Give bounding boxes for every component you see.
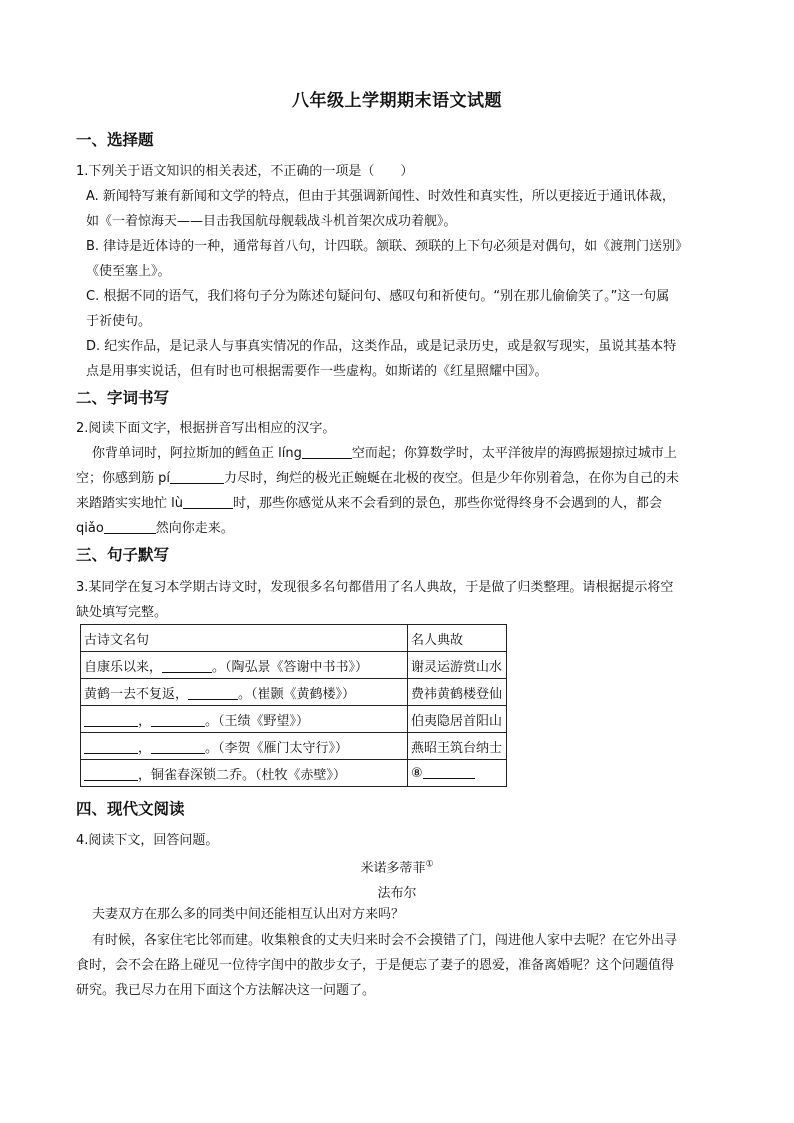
passage-line-2 (76, 471, 679, 487)
passage-text: 力尽时，绚烂的极光正蜿蜒在北极的夜空。但是少年你别着急，在你为自己的未 (224, 471, 680, 486)
passage-text: 空而起；你算数学时，太平洋彼岸的海鸥振翅掠过城市上 (351, 446, 677, 461)
question-2-stem: 2.阅读下面文字，根据拼音写出相应的汉字。 (76, 421, 336, 436)
passage-text: 你背单词时，阿拉斯加的鳕鱼正 líng (92, 446, 302, 461)
passage-text: 时，那些你感觉从来不会看到的景色，那些你觉得终身不会遇到的人，都会 (232, 496, 662, 511)
poem-line-cell (81, 760, 408, 787)
table-row (81, 706, 507, 733)
answer-blank[interactable] (183, 496, 233, 509)
answer-blank[interactable] (104, 521, 156, 534)
article-title (0, 857, 794, 876)
question-1-stem: 1.下列关于语文知识的相关表述，不正确的一项是（ ） (76, 164, 414, 179)
section-heading-modern-reading: 四、现代文阅读 (76, 800, 185, 818)
allusion-cell: 谢灵运游赏山水 (408, 652, 507, 679)
answer-blank[interactable] (84, 714, 138, 727)
question-3-stem-line-1: 3.某同学在复习本学期古诗文时，发现很多名句都借用了名人典故，于是做了归类整理。请根据提示将空 (76, 580, 674, 595)
paragraph-2-line-3: 研究。我已尽力在用下面这个方法解决这一问题了。 (76, 983, 376, 998)
allusion-cell: 燕昭王筑台纳士 (408, 733, 507, 760)
passage-text: qiǎo (76, 521, 104, 536)
answer-blank[interactable] (151, 741, 205, 754)
poem-source: ，铜雀春深锁二乔。（杜牧《赤壁》） (138, 767, 347, 783)
passage-text: 来踏踏实实地忙 lù (76, 496, 183, 511)
poem-text: 自康乐以来， (84, 659, 163, 675)
option-a-line-2: 如《一着惊海天——目击我国航母舰载战斗机首架次成功着舰》。 (86, 214, 457, 229)
answer-blank[interactable] (84, 741, 138, 754)
option-d-line-2: 点是用事实说话，但有时也可根据需要作一些虚构。如斯诺的《红星照耀中国》。 (86, 364, 548, 379)
allusion-cell: 费祎黄鹤楼登仙 (408, 679, 507, 706)
section-heading-recitation: 三、句子默写 (76, 546, 170, 564)
question-4-stem: 4.阅读下文，回答问题。 (76, 833, 219, 848)
allusion-cell (408, 760, 507, 787)
article-title-text: 米诺多蒂菲 (360, 861, 426, 876)
answer-blank[interactable] (188, 687, 238, 700)
answer-blank[interactable] (162, 660, 212, 673)
passage-line-1 (92, 446, 677, 462)
poem-source: 。（崔颢《黄鹤楼》） (238, 686, 356, 702)
option-b-line-2: 《使至塞上》。 (86, 264, 171, 279)
poem-source: 。（王绩《野望》） (205, 713, 310, 729)
table-row (81, 679, 507, 706)
circled-number: ⑧ (411, 765, 423, 781)
poem-source: 。（李贺《雁门太守行》） (205, 740, 349, 756)
poem-allusion-table (80, 624, 507, 787)
column-header-allusion: 名人典故 (408, 625, 507, 652)
option-d-line-1: D. 纪实作品，是记录人与事真实情况的作品，这类作品，或是记录历史，或是叙写现实，虽说其基本特 (86, 339, 677, 354)
paragraph-2-line-1: 有时候，各家住宅比邻而建。收集粮食的丈夫归来时会不会摸错了门，闯进他人家中去呢？在它外出寻 (92, 933, 678, 948)
section-heading-word-writing: 二、字词书写 (76, 389, 170, 407)
section-heading-choice: 一、选择题 (76, 131, 154, 149)
paragraph-2-line-2: 食时，会不会在路上碰见一位待字闺中的散步女子，于是便忘了妻子的恩爱，准备离婚呢？这个问题值得 (76, 958, 675, 973)
poem-line-cell (81, 706, 408, 733)
table-row (81, 733, 507, 760)
poem-source: 。（陶弘景《答谢中书书》） (212, 659, 369, 675)
poem-line-cell (81, 733, 408, 760)
poem-text: 黄鹤一去不复返， (84, 686, 189, 702)
answer-blank[interactable] (84, 768, 138, 781)
passage-text: 然向你走来。 (155, 521, 234, 536)
passage-text: 空；你感到筋 pí (76, 471, 170, 486)
column-header-poem-line: 古诗文名句 (81, 625, 408, 652)
paragraph-1: 夫妻双方在那么多的同类中间还能相互认出对方来吗？ (92, 907, 405, 922)
answer-blank[interactable] (302, 446, 352, 459)
answer-blank[interactable] (151, 714, 205, 727)
footnote-marker: ① (425, 859, 434, 870)
answer-blank[interactable] (170, 471, 224, 484)
option-c-line-2: 于祈使句。 (86, 314, 152, 329)
poem-line-cell (81, 679, 408, 706)
passage-line-4 (76, 521, 234, 537)
page-title: 八年级上学期期末语文试题 (292, 91, 502, 111)
table-row (81, 652, 507, 679)
table-row (81, 760, 507, 787)
table-header-row (81, 625, 507, 652)
answer-blank[interactable] (423, 766, 475, 779)
allusion-cell: 伯夷隐居首阳山 (408, 706, 507, 733)
article-author: 法布尔 (377, 886, 417, 901)
option-b-line-1: B. 律诗是近体诗的一种，通常每首八句，计四联。颔联、颈联的上下句必须是对偶句，如《渡荆门送别》 (86, 239, 689, 254)
poem-line-cell (81, 652, 408, 679)
passage-line-3 (76, 496, 662, 512)
option-c-line-1: C. 根据不同的语气，我们将句子分为陈述句疑问句、感叹句和祈使句。“别在那儿偷偷笑了。”这一句属 (86, 289, 670, 304)
poem-punctuation: ， (138, 740, 152, 756)
poem-punctuation: ， (138, 713, 152, 729)
question-3-stem-line-2: 缺处填写完整。 (76, 605, 168, 620)
option-a-line-1: A. 新闻特写兼有新闻和文学的特点，但由于其强调新闻性、时效性和真实性，所以更接近于通讯体裁， (86, 189, 675, 204)
